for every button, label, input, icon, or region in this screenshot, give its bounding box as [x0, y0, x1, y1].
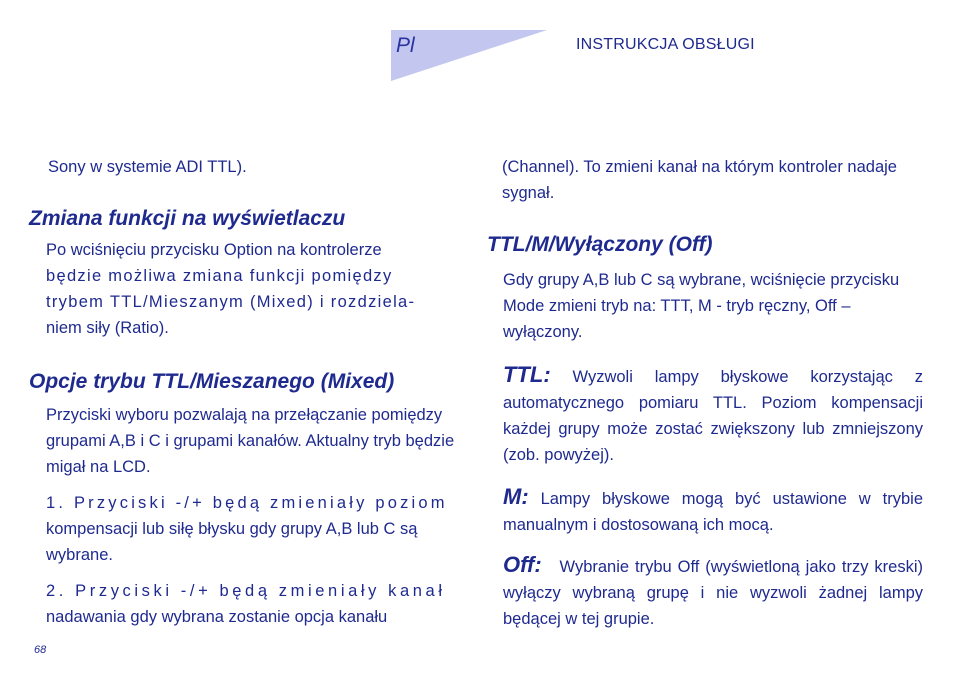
paragraph-line: kompensacji lub siłę błysku gdy grupy A,B lub C są wybrane. — [46, 520, 418, 564]
paragraph-line: Po wciśnięciu przycisku Option na kontrolerze — [46, 241, 382, 259]
right-intro-text: (Channel). To zmieni kanał na którym kontroler nadaje sygnał. — [502, 158, 897, 202]
off-text: Wybranie trybu Off (wyświetloną jako trzy kreski) wyłączy wybraną grupę i nie wyzwoli żadnej lampy będącej w tej grupie. — [503, 558, 923, 628]
paragraph-line: 2. Przyciski -/+ będą zmieniały kanał — [46, 582, 446, 600]
ttl-label: TTL: — [503, 362, 551, 387]
paragraph-step-1 — [46, 490, 466, 568]
paragraph-display-function — [46, 237, 464, 341]
ttl-text: Wyzwoli lampy błyskowe korzystając z automatycznego pomiaru TTL. Poziom kompensacji każdej grupy może zostać zwiększony lub zmniejszony (zob. powyżej). — [503, 368, 923, 464]
paragraph-line: trybem TTL/Mieszanym (Mixed) i rozdziela- — [46, 293, 416, 311]
header-title: INSTRUKCJA OBSŁUGI — [576, 36, 755, 53]
heading-display-function: Zmiana funkcji na wyświetlaczu — [29, 207, 346, 230]
off-label: Off: — [503, 552, 542, 577]
paragraph-line: 1. Przyciski -/+ będą zmieniały poziom — [46, 494, 448, 512]
paragraph-line: będzie możliwa zmiana funkcji pomiędzy — [46, 267, 393, 285]
paragraph-step-2 — [46, 578, 466, 630]
paragraph-ttl-m-off: Gdy grupy A,B lub C są wybrane, wciśnięcie przycisku Mode zmieni tryb na: TTT, M - tryb ręczny, Off – wyłączony. — [503, 271, 900, 341]
heading-ttl-m-off: TTL/M/Wyłączony (Off) — [487, 233, 713, 256]
paragraph-ttl — [503, 362, 923, 468]
paragraph-line: niem siły (Ratio). — [46, 319, 169, 337]
m-label: M: — [503, 484, 529, 509]
heading-mixed-mode: Opcje trybu TTL/Mieszanego (Mixed) — [29, 370, 395, 393]
paragraph-mixed-mode: Przyciski wyboru pozwalają na przełączanie pomiędzy grupami A,B i C i grupami kanałów. Aktualny tryb będzie migał na LCD. — [46, 406, 455, 476]
m-text: Lampy błyskowe mogą być ustawione w trybie manualnym i dostosowaną ich mocą. — [503, 490, 923, 534]
page-number: 68 — [34, 644, 47, 656]
left-intro-text: Sony w systemie ADI TTL). — [48, 158, 247, 176]
paragraph-line: nadawania gdy wybrana zostanie opcja kanału — [46, 608, 388, 626]
language-label: Pl — [396, 34, 415, 57]
paragraph-off — [503, 552, 923, 632]
paragraph-manual — [503, 484, 923, 538]
